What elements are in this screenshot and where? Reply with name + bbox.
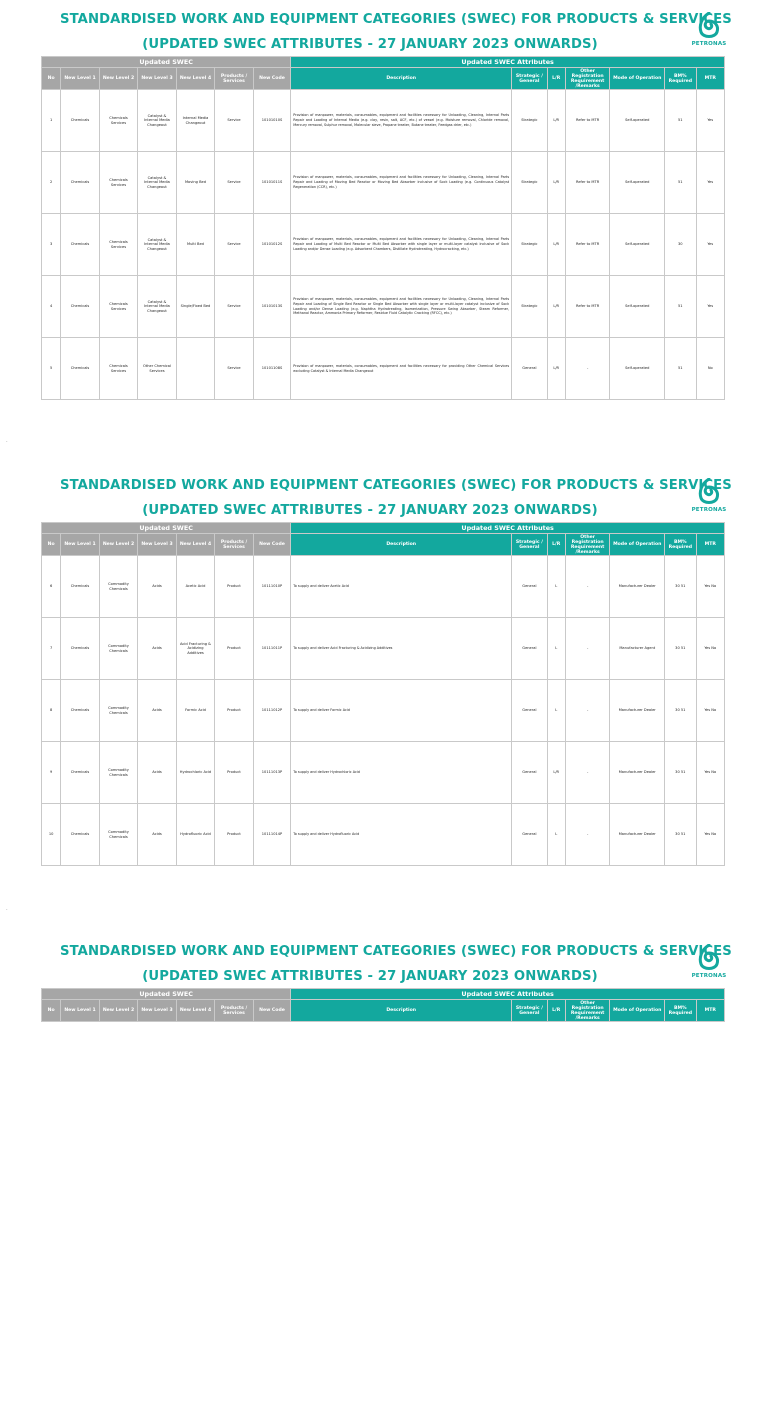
column-header: Strategic / General [512,68,547,90]
cell-ps: Product [215,804,254,866]
cell-ps: Product [215,742,254,804]
cell-sg: General [512,804,547,866]
cell-desc: Provision of manpower, materials, consumables, equipment and facilities necessary for Unloading, Cleaning, Internal Parts Repair and Loading of Multi Bed Reactor or Multi Bed Absorber with single layer or multi-layer catalyst inclusive of Sock Loading and/or Dense Loading (e.g. Adsorbent Chambers, Distillate Hydrotreating, Hydrocracking, etc.) [291,214,512,276]
cell-l1: Chemicals [61,276,100,338]
table-row [42,90,725,152]
cell-l2: Commodity Chemicals [99,742,138,804]
cell-sg: Strategic [512,214,547,276]
cell-other: - [565,742,610,804]
cell-sg: General [512,556,547,618]
cell-bm: 30 51 [665,618,696,680]
cell-bm: 51 [665,276,696,338]
cell-mode: Self-operated [610,152,665,214]
column-header: Mode of Operation [610,534,665,556]
cell-l4: Acetic Acid [176,556,215,618]
logo-text: PETRONAS [691,41,727,47]
cell-code: 10111011P [253,618,291,680]
cell-lr: L/R [547,214,565,276]
table-row [42,680,725,742]
swec-table [41,522,725,866]
cell-mtr: Yes [696,276,724,338]
cell-l2: Commodity Chemicals [99,618,138,680]
column-header: MTR [696,534,724,556]
cell-mtr: Yes [696,152,724,214]
column-header: New Level 3 [138,1000,177,1022]
cell-code: 10101013S [253,276,291,338]
cell-code: 10111010P [253,556,291,618]
cell-mode: Manufacturer Dealer [610,804,665,866]
column-header: New Level 1 [61,1000,100,1022]
cell-sg: General [512,338,547,400]
column-header: BM% Required [665,534,696,556]
page-title: STANDARDISED WORK AND EQUIPMENT CATEGORIES (SWEC) FOR PRODUCTS & SERVICES [60,944,732,959]
cell-mode: Manufacturer Dealer [610,742,665,804]
cell-bm: 30 51 [665,742,696,804]
page-separator: . [6,438,8,444]
column-header: Products / Services [215,1000,254,1022]
cell-l4: Single/Fixed Bed [176,276,215,338]
cell-l1: Chemicals [61,214,100,276]
cell-l3: Acids [138,680,177,742]
column-header: BM% Required [665,1000,696,1022]
column-header: Strategic / General [512,1000,547,1022]
cell-lr: L/R [547,152,565,214]
cell-lr: L/R [547,338,565,400]
cell-mode: Self-operated [610,276,665,338]
column-header: New Level 3 [138,68,177,90]
cell-sg: General [512,618,547,680]
column-header: New Level 3 [138,534,177,556]
cell-no: 7 [42,618,61,680]
column-header: New Level 2 [99,68,138,90]
cell-lr: L/R [547,276,565,338]
cell-l2: Chemicals Services [99,90,138,152]
group-header-updated-swec: Updated SWEC [42,523,291,534]
cell-mode: Manufacturer Dealer [610,680,665,742]
column-header: New Level 4 [176,68,215,90]
cell-mode: Self-operated [610,214,665,276]
cell-mtr: Yes No [696,742,724,804]
cell-l1: Chemicals [61,618,100,680]
column-header: No [42,534,61,556]
cell-l2: Chemicals Services [99,276,138,338]
cell-l4: Hydrochloric Acid [176,742,215,804]
cell-l3: Catalyst & Internal Media Changeout [138,152,177,214]
cell-l2: Chemicals Services [99,338,138,400]
cell-l2: Chemicals Services [99,152,138,214]
cell-l2: Commodity Chemicals [99,556,138,618]
cell-mtr: No [696,338,724,400]
column-header: New Code [253,68,291,90]
group-header-updated-swec: Updated SWEC [42,57,291,68]
column-header: Mode of Operation [610,1000,665,1022]
cell-sg: Strategic [512,90,547,152]
cell-other: - [565,804,610,866]
cell-code: 10111012P [253,680,291,742]
cell-l3: Catalyst & Internal Media Changeout [138,276,177,338]
cell-desc: To supply and deliver Hydrofluoric Acid [291,804,512,866]
group-header-swec-attributes: Updated SWEC Attributes [291,57,725,68]
column-header: New Level 4 [176,534,215,556]
cell-lr: L/R [547,742,565,804]
cell-l3: Acids [138,556,177,618]
page-title: STANDARDISED WORK AND EQUIPMENT CATEGORIES (SWEC) FOR PRODUCTS & SERVICES [60,12,732,27]
cell-l4: Hydrofluoric Acid [176,804,215,866]
column-header: New Level 2 [99,1000,138,1022]
column-header: Other Registration Requirement /Remarks [565,534,610,556]
cell-bm: 30 51 [665,680,696,742]
cell-no: 5 [42,338,61,400]
cell-lr: L [547,618,565,680]
cell-other: - [565,338,610,400]
cell-ps: Product [215,556,254,618]
cell-sg: Strategic [512,152,547,214]
cell-l1: Chemicals [61,742,100,804]
cell-no: 10 [42,804,61,866]
logo-text: PETRONAS [691,973,727,979]
cell-code: 10101012S [253,214,291,276]
column-header: New Code [253,1000,291,1022]
cell-no: 4 [42,276,61,338]
cell-no: 2 [42,152,61,214]
cell-l1: Chemicals [61,90,100,152]
cell-mtr: Yes No [696,556,724,618]
group-header-swec-attributes: Updated SWEC Attributes [291,523,725,534]
column-header: New Level 1 [61,534,100,556]
cell-no: 1 [42,90,61,152]
column-header: Description [291,534,512,556]
cell-code: 10111014P [253,804,291,866]
cell-lr: L/R [547,90,565,152]
column-header: MTR [696,1000,724,1022]
swec-table [41,988,725,1022]
group-header-updated-swec: Updated SWEC [42,989,291,1000]
page-section [0,466,768,936]
column-header: Strategic / General [512,534,547,556]
page-subtitle: (UPDATED SWEC ATTRIBUTES - 27 JANUARY 2023 ONWARDS) [142,37,598,52]
cell-other: Refer to MTR [565,214,610,276]
cell-bm: 51 [665,338,696,400]
column-header: New Code [253,534,291,556]
cell-mode: Self-operated [610,90,665,152]
column-header: New Level 2 [99,534,138,556]
cell-code: 10111013P [253,742,291,804]
column-header: BM% Required [665,68,696,90]
column-header: Products / Services [215,534,254,556]
cell-no: 8 [42,680,61,742]
column-header: Description [291,1000,512,1022]
cell-desc: To supply and deliver Acetic Acid [291,556,512,618]
cell-mode: Manufacturer Agent [610,618,665,680]
cell-sg: Strategic [512,276,547,338]
cell-l2: Commodity Chemicals [99,804,138,866]
cell-mtr: Yes No [696,680,724,742]
cell-other: - [565,618,610,680]
column-header: Other Registration Requirement /Remarks [565,68,610,90]
cell-code: 10101010S [253,90,291,152]
swec-table [41,56,725,400]
cell-mtr: Yes No [696,618,724,680]
logo-text: PETRONAS [691,507,727,513]
cell-mtr: Yes No [696,804,724,866]
cell-lr: L [547,680,565,742]
column-header: Products / Services [215,68,254,90]
column-header: Description [291,68,512,90]
cell-ps: Product [215,618,254,680]
cell-bm: 51 [665,90,696,152]
cell-l1: Chemicals [61,338,100,400]
cell-mode: Manufacturer Dealer [610,556,665,618]
cell-code: 10101011S [253,152,291,214]
cell-l1: Chemicals [61,152,100,214]
cell-l4: Acid Fracturing & Acidizing Additives [176,618,215,680]
column-header: Mode of Operation [610,68,665,90]
cell-l3: Acids [138,618,177,680]
table-row [42,618,725,680]
column-header: New Level 1 [61,68,100,90]
cell-ps: Service [215,338,254,400]
column-header: L/R [547,1000,565,1022]
cell-l2: Commodity Chemicals [99,680,138,742]
cell-code: 10101108S [253,338,291,400]
column-header: Other Registration Requirement /Remarks [565,1000,610,1022]
cell-sg: General [512,680,547,742]
cell-l3: Other Chemical Services [138,338,177,400]
cell-l3: Catalyst & Internal Media Changeout [138,90,177,152]
cell-bm: 30 [665,214,696,276]
cell-l1: Chemicals [61,680,100,742]
table-row [42,804,725,866]
page-subtitle: (UPDATED SWEC ATTRIBUTES - 27 JANUARY 2023 ONWARDS) [142,969,598,984]
cell-mtr: Yes [696,90,724,152]
cell-other: Refer to MTR [565,90,610,152]
page-title: STANDARDISED WORK AND EQUIPMENT CATEGORIES (SWEC) FOR PRODUCTS & SERVICES [60,478,732,493]
cell-l3: Acids [138,742,177,804]
page-subtitle: (UPDATED SWEC ATTRIBUTES - 27 JANUARY 2023 ONWARDS) [142,503,598,518]
cell-ps: Service [215,276,254,338]
cell-sg: General [512,742,547,804]
cell-desc: To supply and deliver Hydrochloric Acid [291,742,512,804]
table-row [42,338,725,400]
cell-bm: 51 [665,152,696,214]
cell-l1: Chemicals [61,804,100,866]
cell-bm: 30 51 [665,556,696,618]
cell-no: 9 [42,742,61,804]
column-header: New Level 4 [176,1000,215,1022]
cell-l2: Chemicals Services [99,214,138,276]
page-section [0,0,768,470]
cell-desc: To supply and deliver Acid Fracturing & Acidizing Additives [291,618,512,680]
cell-l4 [176,338,215,400]
cell-no: 6 [42,556,61,618]
cell-mtr: Yes [696,214,724,276]
cell-other: - [565,556,610,618]
cell-desc: Provision of manpower, materials, consumables, equipment and facilities necessary for Unloading, Cleaning, Internal Parts Repair and Loading of Internal Media (e.g. clay, resin, salt, ACF, etc.) of vessel (e.g. Moisture removal, Chloride removal, Mercury removal, Sulphur removal, Molecular sieve, Propane treater, Butane treater, Feedgas drier, etc.) [291,90,512,152]
table-row [42,152,725,214]
cell-ps: Service [215,152,254,214]
cell-l4: Formic Acid [176,680,215,742]
cell-ps: Service [215,90,254,152]
cell-l4: Multi Bed [176,214,215,276]
cell-lr: L [547,556,565,618]
cell-ps: Product [215,680,254,742]
cell-ps: Service [215,214,254,276]
table-row [42,214,725,276]
petronas-logo [686,478,732,518]
cell-other: - [565,680,610,742]
table-row [42,742,725,804]
column-header: L/R [547,68,565,90]
cell-desc: Provision of manpower, materials, consumables, equipment and facilities necessary for Unloading, Cleaning, Internal Parts Repair and Loading of Moving Bed Reactor or Moving Bed Absorber inclusive of Sock Loading (e.g. Continuous Catalyst Regeneration (CCR), etc.) [291,152,512,214]
group-header-swec-attributes: Updated SWEC Attributes [291,989,725,1000]
cell-desc: Provision of manpower, materials, consumables, equipment and facilities necessary for Unloading, Cleaning, Internal Parts Repair and Loading of Single Bed Reactor or Single Bed Absorber with single layer or multi-layer catalyst inclusive of Sock Loading and/or Dense Loading (e.g. Naphtha Hydrotreating, Isomerization, Pressure Swing Absorber, Steam Reformer, Methanol Reactor, Ammonia Primary Reformer, Residue Fluid Catalytic Cracking (RFCC), etc.) [291,276,512,338]
cell-bm: 30 51 [665,804,696,866]
cell-l4: Moving Bed [176,152,215,214]
table-row [42,556,725,618]
column-header: No [42,1000,61,1022]
cell-l4: Internal Media Changeout [176,90,215,152]
cell-l1: Chemicals [61,556,100,618]
page-separator: . [6,906,8,912]
cell-lr: L [547,804,565,866]
cell-l3: Catalyst & Internal Media Changeout [138,214,177,276]
cell-other: Refer to MTR [565,276,610,338]
petronas-logo [686,944,732,984]
table-row [42,276,725,338]
column-header: MTR [696,68,724,90]
cell-desc: To supply and deliver Formic Acid [291,680,512,742]
cell-other: Refer to MTR [565,152,610,214]
column-header: L/R [547,534,565,556]
cell-desc: Provision of manpower, materials, consumables, equipment and facilities necessary for providing Other Chemical Services excluding Catalyst & Internal Media Changeout [291,338,512,400]
column-header: No [42,68,61,90]
cell-mode: Self-operated [610,338,665,400]
page-section [0,932,768,1402]
cell-l3: Acids [138,804,177,866]
petronas-logo [686,12,732,52]
cell-no: 3 [42,214,61,276]
